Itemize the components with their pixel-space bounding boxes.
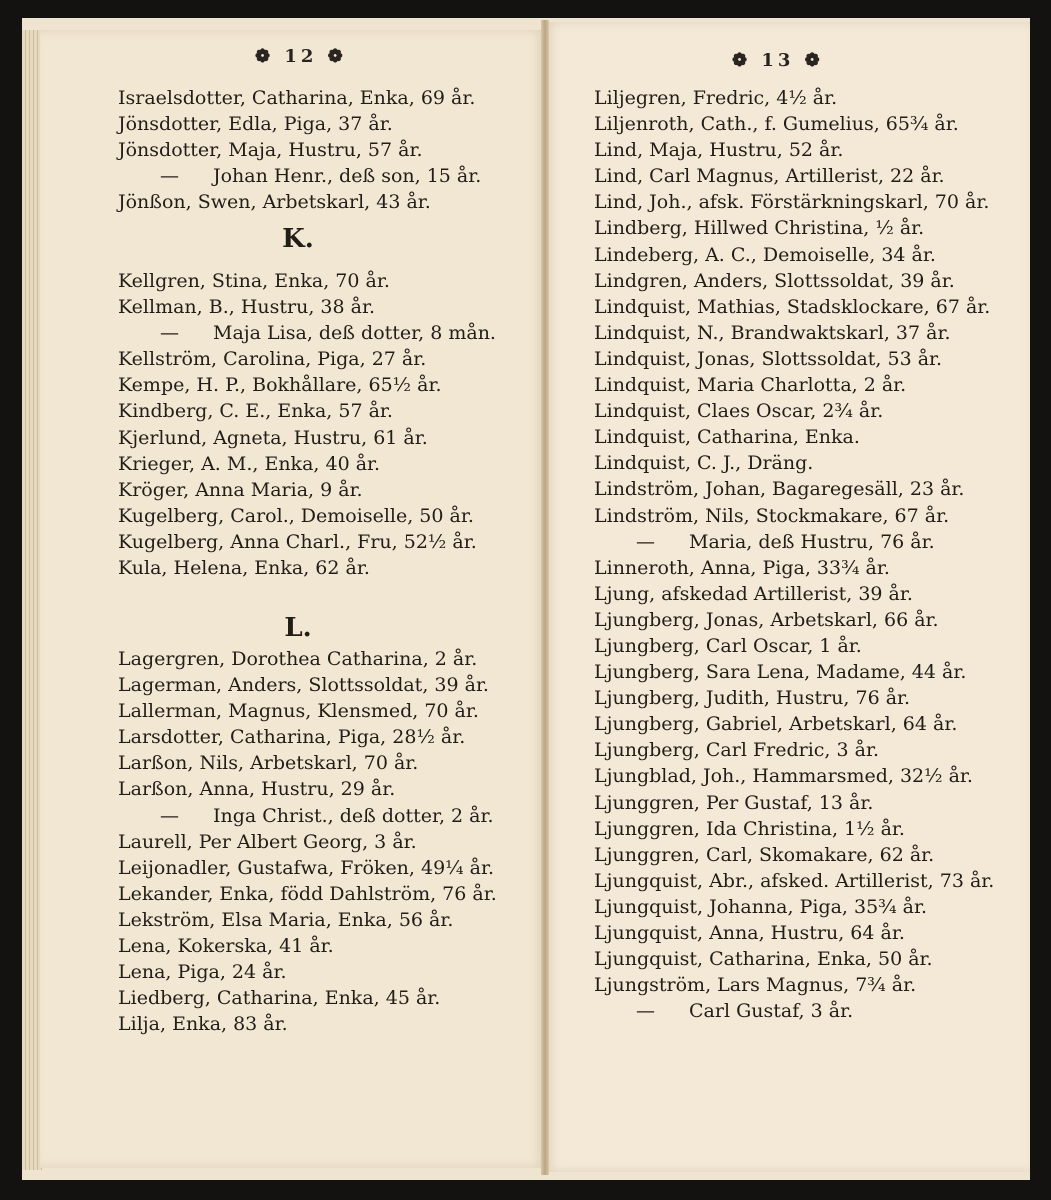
entry-text: Lagerman, Anders, Slottssoldat, 39 år. <box>118 674 489 697</box>
list-entry <box>118 855 497 881</box>
entry-text: Lindquist, Claes Oscar, 2¾ år. <box>594 400 884 423</box>
entry-text: Kellgren, Stina, Enka, 70 år. <box>118 270 390 292</box>
list-entry <box>594 685 994 711</box>
book-gutter <box>541 20 549 1175</box>
entry-text: Lena, Piga, 24 år. <box>118 961 287 984</box>
entry-text: Jönsdotter, Maja, Hustru, 57 år. <box>118 139 423 162</box>
list-entry <box>118 529 496 555</box>
list-entry <box>118 907 497 933</box>
entry-text: Lekander, Enka, född Dahlström, 76 år. <box>118 882 497 905</box>
entry-text: Ljungberg, Carl Oscar, 1 år. <box>594 634 862 657</box>
list-entry <box>118 320 496 346</box>
entry-text: Lind, Carl Magnus, Artillerist, 22 år. <box>594 165 945 188</box>
entry-text: Ljungquist, Anna, Hustru, 64 år. <box>594 922 905 944</box>
list-entry <box>594 346 994 372</box>
ditto-dash: — <box>160 165 179 188</box>
list-entry <box>594 920 994 946</box>
entry-text: Jönsdotter, Edla, Piga, 37 år. <box>118 113 393 136</box>
list-entry <box>118 137 481 163</box>
list-entry <box>594 476 994 502</box>
list-entry <box>118 933 497 959</box>
left-section-k <box>118 268 496 581</box>
list-entry <box>594 85 994 111</box>
entry-text: Lindquist, Maria Charlotta, 2 år. <box>594 374 907 397</box>
list-entry <box>594 633 994 659</box>
entry-text: Lind, Maja, Hustru, 52 år. <box>594 139 844 162</box>
entry-text: Lindquist, Mathias, Stadsklockare, 67 år. <box>594 295 991 318</box>
entry-text: Lindquist, Jonas, Slottssoldat, 53 år. <box>594 347 943 370</box>
entry-text: Johan Henr., deß son, 15 år. <box>213 165 482 188</box>
right-entries <box>594 85 994 1024</box>
list-entry <box>594 242 994 268</box>
entry-text: Israelsdotter, Catharina, Enka, 69 år. <box>118 87 476 109</box>
entry-text: Lindberg, Hillwed Christina, ½ år. <box>594 217 925 240</box>
entry-text: Inga Christ., deß dotter, 2 år. <box>213 804 494 827</box>
entry-text: Lindeberg, A. C., Demoiselle, 34 år. <box>594 243 936 266</box>
entry-text: Lindström, Nils, Stockmakare, 67 år. <box>594 504 950 527</box>
entry-text: Ljungberg, Carl Fredric, 3 år. <box>594 739 879 762</box>
list-entry <box>118 372 496 398</box>
page-number-left: ❁ 12 ❁ <box>255 46 347 67</box>
list-entry <box>118 268 496 294</box>
page-number-right: ❁ 13 ❁ <box>732 50 824 71</box>
entry-text: Ljungberg, Judith, Hustru, 76 år. <box>594 687 911 710</box>
list-entry <box>594 607 994 633</box>
ditto-dash: — <box>636 530 655 553</box>
list-entry <box>118 346 496 372</box>
entry-text: Lindgren, Anders, Slottssoldat, 39 år. <box>594 269 955 292</box>
entry-text: Ljungquist, Johanna, Piga, 35¾ år. <box>594 895 928 918</box>
entry-text: Kempe, H. P., Bokhållare, 65½ år. <box>118 374 442 397</box>
list-entry <box>594 111 994 137</box>
list-entry <box>594 503 994 529</box>
entry-text: Laurell, Per Albert Georg, 3 år. <box>118 830 417 853</box>
list-entry <box>594 320 994 346</box>
ditto-dash: — <box>160 322 179 345</box>
entry-text: Lilja, Enka, 83 år. <box>118 1013 288 1036</box>
entry-text: Larsdotter, Catharina, Piga, 28½ år. <box>118 726 466 749</box>
entry-text: Lindquist, N., Brandwaktskarl, 37 år. <box>594 321 951 344</box>
list-entry <box>594 529 994 555</box>
list-entry <box>594 790 994 816</box>
list-entry <box>594 868 994 894</box>
list-entry <box>594 163 994 189</box>
list-entry <box>594 189 994 215</box>
entry-text: Lindquist, Catharina, Enka. <box>594 426 860 449</box>
entry-text: Kindberg, C. E., Enka, 57 år. <box>118 400 393 423</box>
left-section-l <box>118 646 497 1037</box>
page-edges <box>22 30 42 1170</box>
list-entry <box>594 215 994 241</box>
list-entry <box>594 424 994 450</box>
entry-text: Ljunggren, Per Gustaf, 13 år. <box>594 791 874 814</box>
entry-text: Lallerman, Magnus, Klensmed, 70 år. <box>118 700 479 723</box>
entry-text: Linneroth, Anna, Piga, 33¾ år. <box>594 556 890 579</box>
entry-text: Larßon, Anna, Hustru, 29 år. <box>118 778 396 801</box>
entry-text: Ljung, afskedad Artillerist, 39 år. <box>594 582 913 605</box>
ditto-dash: — <box>636 1000 655 1023</box>
list-entry <box>118 398 496 424</box>
entry-text: Ljungberg, Sara Lena, Madame, 44 år. <box>594 661 967 684</box>
entry-text: Lena, Kokerska, 41 år. <box>118 935 334 958</box>
list-entry <box>118 985 497 1011</box>
entry-text: Kugelberg, Carol., Demoiselle, 50 år. <box>118 504 474 527</box>
entry-text: Kjerlund, Agneta, Hustru, 61 år. <box>118 426 428 449</box>
list-entry <box>594 998 994 1024</box>
list-entry <box>118 163 481 189</box>
list-entry <box>594 763 994 789</box>
entry-text: Ljunggren, Ida Christina, 1½ år. <box>594 817 905 840</box>
section-heading-l: L. <box>284 613 312 643</box>
entry-text: Ljunggren, Carl, Skomakare, 62 år. <box>594 843 935 866</box>
list-entry <box>118 85 481 111</box>
entry-text: Kröger, Anna Maria, 9 år. <box>118 478 363 501</box>
list-entry <box>118 724 497 750</box>
list-entry <box>594 581 994 607</box>
entry-text: Lagergren, Dorothea Catharina, 2 år. <box>118 648 478 670</box>
list-entry <box>118 294 496 320</box>
list-entry <box>118 959 497 985</box>
entry-text: Ljungberg, Jonas, Arbetskarl, 66 år. <box>594 608 939 631</box>
list-entry <box>594 555 994 581</box>
entry-text: Leijonadler, Gustafwa, Fröken, 49¼ år. <box>118 856 494 879</box>
entry-text: Larßon, Nils, Arbetskarl, 70 år. <box>118 752 419 775</box>
list-entry <box>594 398 994 424</box>
list-entry <box>594 816 994 842</box>
entry-text: Ljungberg, Gabriel, Arbetskarl, 64 år. <box>594 713 958 736</box>
entry-text: Krieger, A. M., Enka, 40 år. <box>118 452 381 475</box>
list-entry <box>118 555 496 581</box>
list-entry <box>118 477 496 503</box>
list-entry <box>118 646 497 672</box>
entry-text: Maria, deß Hustru, 76 år. <box>689 530 935 553</box>
entry-text: Carl Gustaf, 3 år. <box>689 1000 854 1023</box>
list-entry <box>594 268 994 294</box>
entry-text: Ljungquist, Abr., afsked. Artillerist, 73 år. <box>594 869 995 892</box>
entry-text: Lindquist, C. J., Dräng. <box>594 452 814 475</box>
entry-text: Ljungquist, Catharina, Enka, 50 år. <box>594 948 933 971</box>
entry-text: Kugelberg, Anna Charl., Fru, 52½ år. <box>118 530 477 553</box>
entry-text: Maja Lisa, deß dotter, 8 mån. <box>213 322 496 345</box>
entry-text: Kellström, Carolina, Piga, 27 år. <box>118 348 427 371</box>
entry-text: Lind, Joh., afsk. Förstärkningskarl, 70 år. <box>594 191 990 214</box>
list-entry <box>594 294 994 320</box>
list-entry <box>594 842 994 868</box>
list-entry <box>118 425 496 451</box>
list-entry <box>594 659 994 685</box>
entry-text: Ljungström, Lars Magnus, 7¾ år. <box>594 974 917 997</box>
entry-text: Ljungblad, Joh., Hammarsmed, 32½ år. <box>594 765 973 788</box>
list-entry <box>594 711 994 737</box>
entry-text: Liedberg, Catharina, Enka, 45 år. <box>118 987 441 1010</box>
list-entry <box>594 450 994 476</box>
list-entry <box>594 972 994 998</box>
entry-text: Kula, Helena, Enka, 62 år. <box>118 557 370 580</box>
list-entry <box>594 372 994 398</box>
section-heading-k: K. <box>282 224 314 254</box>
list-entry <box>594 737 994 763</box>
list-entry <box>594 946 994 972</box>
entry-text: Liljegren, Fredric, 4½ år. <box>594 87 838 109</box>
list-entry <box>118 672 497 698</box>
list-entry <box>118 750 497 776</box>
list-entry <box>118 451 496 477</box>
list-entry <box>118 111 481 137</box>
list-entry <box>118 189 481 215</box>
list-entry <box>118 503 496 529</box>
entry-text: Jönßon, Swen, Arbetskarl, 43 år. <box>118 191 431 214</box>
ditto-dash: — <box>160 804 179 827</box>
list-entry <box>118 803 497 829</box>
list-entry <box>594 137 994 163</box>
entry-text: Kellman, B., Hustru, 38 år. <box>118 296 375 319</box>
left-section-i <box>118 85 481 215</box>
entry-text: Liljenroth, Cath., f. Gumelius, 65¾ år. <box>594 113 959 136</box>
list-entry <box>118 776 497 802</box>
list-entry <box>118 881 497 907</box>
entry-text: Lekström, Elsa Maria, Enka, 56 år. <box>118 908 454 931</box>
list-entry <box>118 698 497 724</box>
list-entry <box>118 1011 497 1037</box>
entry-text: Lindström, Johan, Bagaregesäll, 23 år. <box>594 478 965 501</box>
list-entry <box>594 894 994 920</box>
list-entry <box>118 829 497 855</box>
